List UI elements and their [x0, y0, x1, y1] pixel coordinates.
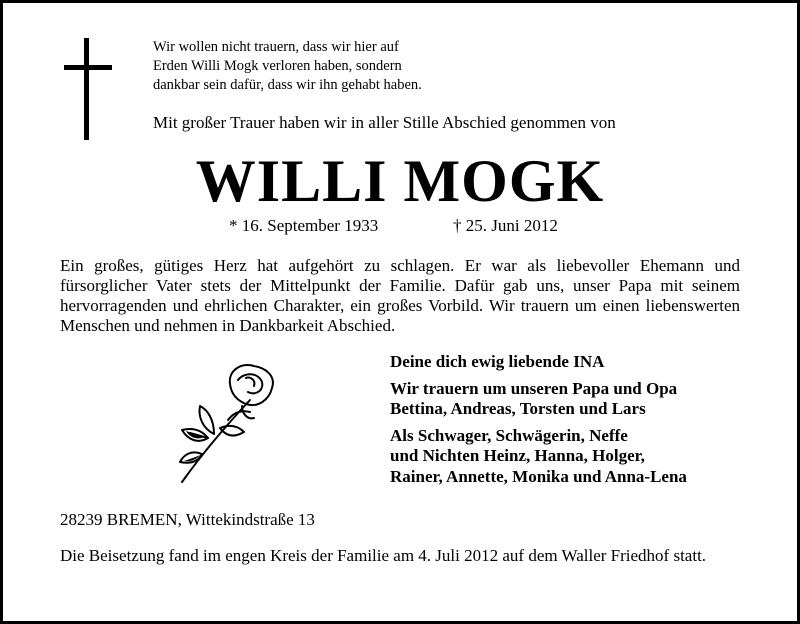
rose-icon	[172, 358, 287, 486]
obituary-text	[60, 256, 740, 336]
poem-line: Erden Willi Mogk verloren haben, sondern	[153, 58, 402, 74]
mourner-line: und Nichten Heinz, Hanna, Holger,	[390, 446, 645, 465]
mourner-line: Wir trauern um unseren Papa und Opa	[390, 378, 678, 398]
obituary-line: mit seinem hervorragenden und ehrlichen Charakter, ein großes Vorbild. Wir trauern	[60, 276, 741, 315]
birth-date: * 16. September 1933	[229, 216, 379, 235]
obituary-line: Ein großes, gütiges Herz hat aufgehört zu schlagen. Er war als liebevoller Ehemann	[60, 256, 705, 275]
funeral-note: Die Beisetzung fand im engen Kreis der Familie am 4. Juli 2012 auf dem Waller Friedhof statt.	[60, 546, 707, 565]
address: 28239 BREMEN, Wittekindstraße 13	[60, 510, 315, 529]
mourners-list	[390, 352, 760, 493]
death-date: † 25. Juni 2012	[453, 216, 558, 235]
mourner-group	[390, 379, 760, 420]
poem	[153, 38, 422, 95]
obituary-line: um einen liebenswerten Menschen und nehmen in Dankbarkeit Abschied.	[60, 296, 740, 335]
mourner-group	[390, 352, 760, 373]
mourner-line: Deine dich ewig liebende INA	[390, 352, 605, 371]
mourner-line: Als Schwager, Schwägerin, Neffe	[390, 425, 628, 445]
mourner-line: Rainer, Annette, Monika und Anna-Lena	[390, 466, 687, 486]
cross-icon	[60, 38, 116, 140]
poem-line: dankbar sein dafür, dass wir ihn gehabt haben.	[153, 77, 422, 93]
obituary-line: und fürsorglicher Vater stets der Mittelpunkt der Familie. Dafür gab uns, unser Papa	[60, 256, 741, 295]
poem-line: Wir wollen nicht trauern, dass wir hier auf	[153, 39, 399, 55]
intro-text: Mit großer Trauer haben wir in aller Stille Abschied genommen von	[153, 113, 616, 132]
deceased-name: WILLI MOGK	[195, 148, 605, 214]
mourner-group	[390, 426, 760, 488]
mourner-line: Bettina, Andreas, Torsten und Lars	[390, 399, 646, 418]
